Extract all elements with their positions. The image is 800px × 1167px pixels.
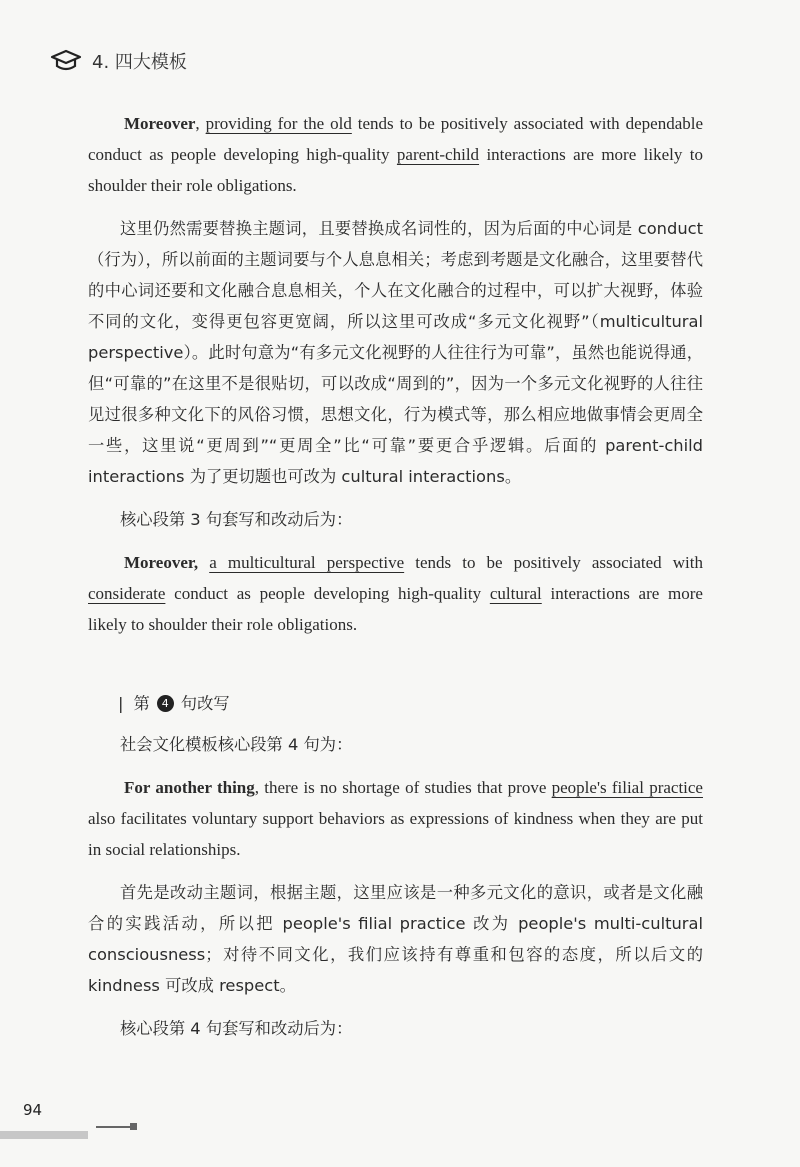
rewrite-intro-4: 核心段第 4 句套写和改动后为：: [120, 1019, 353, 1038]
page-content: [88, 108, 703, 1044]
underlined-phrase: a multicultural perspective: [209, 553, 405, 572]
template-sentence-3: Moreover, providing for the old tends to be positively associated with dependable conduct as people developing high-quality parent-child interactions are more likely to shoulder their role obligations.: [88, 114, 704, 195]
section-number-badge: 4: [157, 695, 174, 712]
underlined-phrase: cultural: [489, 584, 542, 603]
underlined-phrase: providing for the old: [205, 114, 352, 133]
underlined-phrase: parent-child: [396, 145, 480, 164]
chapter-title: 4. 四大模板: [92, 52, 187, 73]
rewritten-sentence-3: Moreover, a multicultural perspective tends to be positively associated with considerate conduct as people developing high-quality cultural interactions are more likely to shoulder their role obligations.: [88, 553, 703, 634]
template-intro-4: 社会文化模板核心段第 4 句为：: [120, 735, 353, 754]
underlined-phrase: people's filial practice: [551, 778, 703, 797]
section-heading-4: | 第 4 句改写: [118, 694, 230, 713]
explanation-paragraph-4: 首先是改动主题词，根据主题，这里应该是一种多元文化的意识，或者是文化融合的实践活动，所以把 people's filial practice 改为 people's multi-cultural consciousness；对待不同文化，我们应该持有尊重和包容的态度，所以后文的 kindness 可改成 respect。: [88, 883, 703, 995]
page-header: [50, 48, 187, 74]
footer-bar: [0, 1131, 88, 1139]
footer-square: [130, 1123, 137, 1130]
explanation-paragraph-3: 这里仍然需要替换主题词，且要替换成名词性的，因为后面的中心词是 conduct（行为），所以前面的主题词要与个人息息相关；考虑到考题是文化融合，这里要替代的中心词还要和文化融合息息相关，个人在文化融合的过程中，可以扩大视野，体验不同的文化，变得更包容更宽阔，所以这里可改成“多元文化视野”（multicultural perspective）。此时句意为“有多元文化视野的人往往行为可靠”，虽然也能说得通，但“可靠的”在这里不是很贴切，可以改成“周到的”，因为一个多元文化视野的人往往见过很多种文化下的风俗习惯，思想文化，行为模式等，那么相应地做事情会更周全一些，这里说“更周到”“更周全”比“可靠”要更合乎逻辑。后面的 parent-child interactions 为了更切题也可改为 cultural interactions。: [88, 219, 703, 486]
template-sentence-4: For another thing, there is no shortage of studies that prove people's filial practice also facilitates voluntary support behaviors as expressions of kindness when they are put in social relationships.: [88, 778, 703, 859]
page-number: 94: [23, 1101, 43, 1119]
graduation-cap-icon: [50, 48, 82, 74]
footer-line: [96, 1126, 130, 1128]
underlined-phrase: considerate: [88, 584, 166, 603]
rewrite-intro-3: 核心段第 3 句套写和改动后为：: [120, 510, 353, 529]
